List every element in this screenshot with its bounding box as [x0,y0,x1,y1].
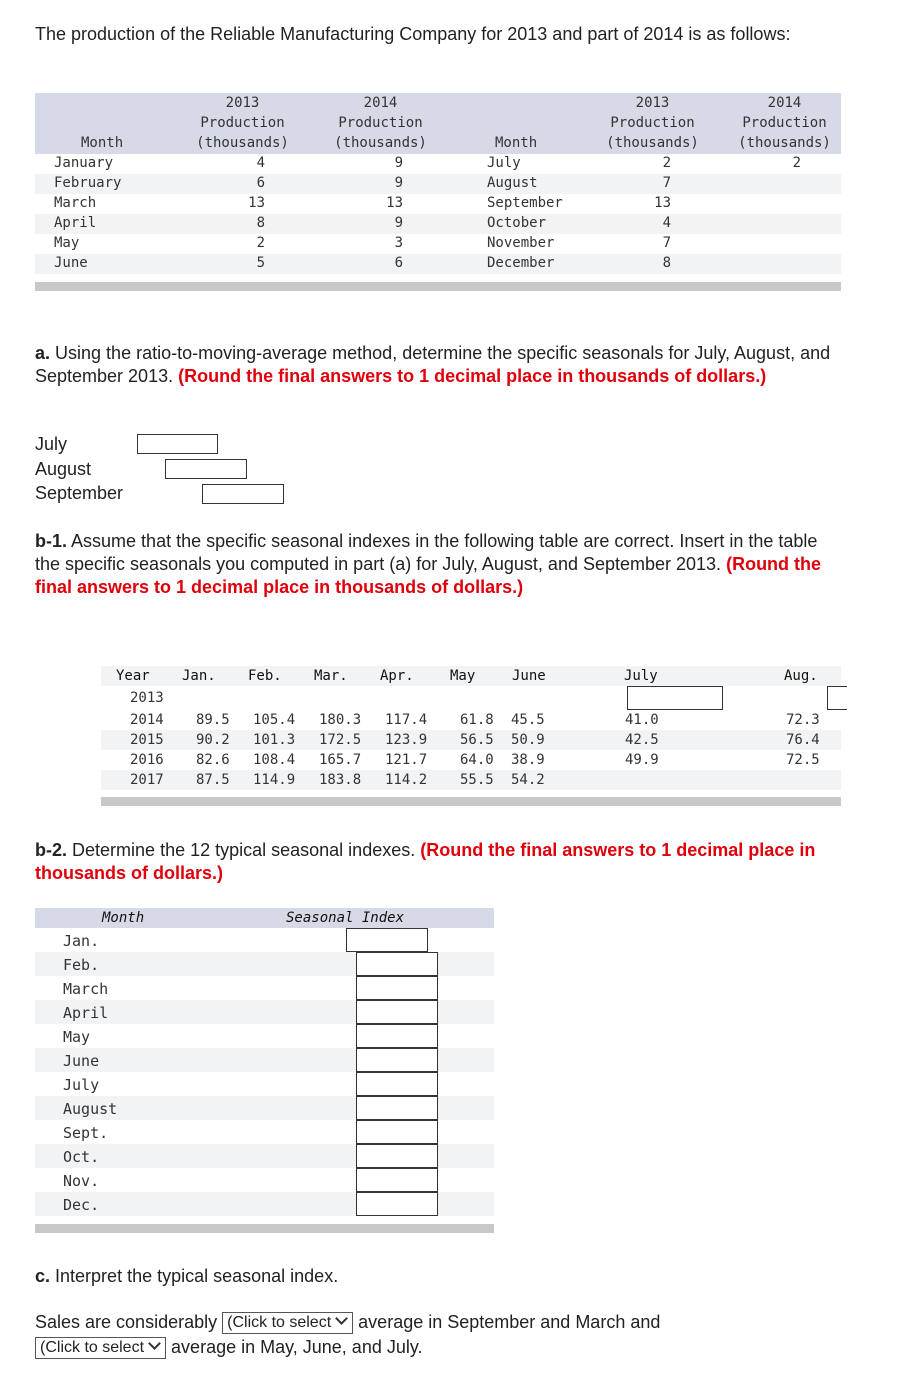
table-row: 2016 [130,752,164,768]
september-input[interactable] [202,484,284,504]
col-head-2013: 2013 [225,95,260,111]
index-dec-input[interactable] [356,1192,438,1216]
july-2013-input[interactable] [627,686,723,710]
index-july-input[interactable] [356,1072,438,1096]
index-feb-input[interactable] [356,952,438,976]
aug-2013-input[interactable] [827,686,847,710]
table-row: August [487,175,538,191]
label-september: September [35,483,124,503]
list-item: Nov. [63,1172,100,1190]
table-row: April [54,215,97,231]
list-item: April [63,1004,109,1022]
list-item: July [63,1076,100,1094]
table-row: March [54,195,97,211]
list-item: Dec. [63,1196,100,1214]
table-row: September [487,195,563,211]
chevron-down-icon [335,1312,348,1325]
list-item: August [63,1100,118,1118]
list-item: Jan. [63,932,100,950]
list-item: March [63,980,109,998]
index-jan-input[interactable] [346,928,428,952]
col-head-month-right: Month [495,135,538,151]
part-c-sentence-1: Sales are considerably (Click to select average in September and March and [35,1311,875,1334]
col-head-2014: 2014 [363,95,398,111]
table-row: January [54,155,114,171]
above-below-select-1[interactable]: (Click to select [222,1312,353,1334]
index-may-input[interactable] [356,1024,438,1048]
label-august: August [35,459,92,479]
index-august-input[interactable] [356,1096,438,1120]
index-april-input[interactable] [356,1000,438,1024]
table-row: June [54,255,88,271]
col-head-month: Month [81,135,124,151]
list-item: Sept. [63,1124,109,1142]
part-b1-question: b-1. Assume that the specific seasonal indexes in the following table are correct. Insert in the table the specific seasonals you computed in part (a) for July, August, and September 2013. (Round the final answers to 1 decimal place in thousands of dollars.) [35,531,822,597]
index-sept-input[interactable] [356,1120,438,1144]
table-row: 2017 [130,772,164,788]
part-b2-question: b-2. Determine the 12 typical seasonal indexes. (Round the final answers to 1 decimal place in thousands of dollars.) [35,840,816,883]
list-item: May [63,1028,91,1046]
august-input[interactable] [165,459,247,479]
col-head-seasonal-index: Seasonal Index [286,910,405,926]
index-march-input[interactable] [356,976,438,1000]
table-row: 2015 [130,732,164,748]
july-input[interactable] [137,434,218,454]
list-item: Feb. [63,956,100,974]
table-row: December [487,255,555,271]
part-c-sentence-2: (Click to select average in May, June, and July. [35,1336,875,1359]
table-row: February [54,175,122,191]
part-a-question: a. Using the ratio-to-moving-average method, determine the specific seasonals for July, August, and September 2013. (Round the final answers to 1 decimal place in thousands of dollars.) [35,343,831,386]
table-row: 2013 [130,690,164,706]
table-row: May [54,235,80,251]
part-c-question: c. Interpret the typical seasonal index. [35,1266,339,1286]
list-item: June [63,1052,100,1070]
list-item: Oct. [63,1148,100,1166]
col-head-month: Month [102,910,145,926]
table-row: November [487,235,555,251]
above-below-select-2[interactable]: (Click to select [35,1337,166,1359]
index-june-input[interactable] [356,1048,438,1072]
label-july: July [35,434,68,454]
index-nov-input[interactable] [356,1168,438,1192]
index-oct-input[interactable] [356,1144,438,1168]
table-row: October [487,215,547,231]
chevron-down-icon [148,1337,161,1350]
intro-text: The production of the Reliable Manufacturing Company for 2013 and part of 2014 is as follows: [35,24,791,44]
col-head-year: Year [116,668,150,684]
table-row: July [487,155,521,171]
table-row: 2014 [130,712,164,728]
